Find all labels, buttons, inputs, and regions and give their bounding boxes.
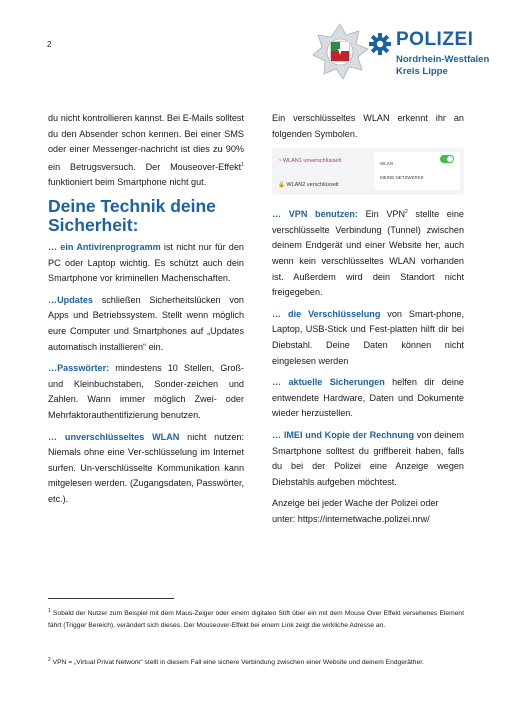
footnote-1: $^1$ Sobald der Nutzer zum Beispiel mit dem Maus-Zeiger oder einem digitalen Stift über ein mit dem Mouse Over Effekt versehenes Element fährt (Trigger Bereich), verändert sich dieses. Der Mouseover-Effekt bei einem Link zeigt die wirkliche Adresse an. <box>48 608 464 630</box>
tip-passwords: …Passwörter: mindestens 10 Stellen, Groß- und Kleinbuchstaben, Sonder-zeichen und Zahlen. Wann immer möglich Zwei- oder Mehrfaktorauthentifizierung benutzen. <box>48 363 244 420</box>
logo-title: POLIZEI <box>396 29 474 50</box>
closing-paragraph: Anzeige bei jeder Wache der Polizei oder unter: https://internetwache.polizei.nrw/ <box>272 498 439 524</box>
section-heading: Deine Technik deine Sicherheit: <box>48 196 216 235</box>
wifi-symbols-image <box>272 148 464 195</box>
wifi-row-encrypted: 🔒 WLAN2 verschlüsselt <box>278 182 339 189</box>
wifi-intro: Ein verschlüsseltes WLAN erkennt ihr an folgenden Symbolen. <box>272 113 464 139</box>
logo-subtitle: Nordrhein-Westfalen <box>396 54 490 65</box>
intro-paragraph: du nicht kontrollieren kannst. Bei E-Mails solltest du den Absender schon kennen. Bei einer SMS oder einer Messenger-nachricht ist dies zu 90% ein Betrugsversuch. Der Mouseover-Effekt$^1$ funktioniert beim Smartphone nicht gut. <box>48 113 244 188</box>
wifi-icon: ◔ <box>278 158 283 165</box>
tip-imei: … IMEI und Kopie der Rechnung von deinem Smartphone solltest du griffbereit haben, falls du bei der Polizei eine Anzeige wegen Diebstahls aufgeben möchtest. <box>272 429 465 487</box>
wifi-row-unencrypted: ◔ WLAN1 unverschlüsselt <box>278 158 342 165</box>
tip-antivirus: … ein Antivirenprogramm ist nicht nur für den PC oder Laptop wichtig. Es schützt auch dein Smartphone vor kriminellen Machenschaften. <box>48 242 244 284</box>
tip-backups: … aktuelle Sicherungen helfen dir deine entwendete Hardware, Daten und Dokumente wieder herzustellen. <box>272 377 464 419</box>
footnote-divider <box>48 598 174 599</box>
tip-wlan: … unverschlüsseltes WLAN nicht nutzen: Niemals ohne eine Ver-schlüsselung im Internet surfen. Un-verschlüsselte Kommunikation kann mitgelesen werden. (Zugangsdaten, Passwörter, etc.). <box>48 431 244 504</box>
police-star-icon <box>309 23 371 81</box>
lock-icon: 🔒 <box>278 182 287 189</box>
police-logo <box>309 23 499 81</box>
tip-vpn: … VPN benutzen: Ein VPN$^2$ stellte eine verschlüsselte Verbindung (Tunnel) zwischen deinem Endgerät und einer Website her, auch wenn kein verschlüsseltes WLAN vorhanden ist. Außerdem wird dein Standort nicht freigegeben. <box>272 209 464 298</box>
left-column <box>48 111 244 514</box>
wifi-toggle <box>440 155 454 163</box>
wifi-settings-panel: WLAN MEINE NETZWERKE <box>374 152 460 190</box>
logo-district: Kreis Lippe <box>396 66 448 77</box>
tip-updates: …Updates schließen Sicherheitslücken von Apps und Betriebssystem. Stellt wenn möglich eure Computer und Smartphones auf „Updates automatisch installieren“ ein. <box>48 294 244 352</box>
right-column <box>272 111 464 534</box>
gear-icon <box>369 33 391 55</box>
page-number: 2 <box>47 40 52 49</box>
tip-encryption: … die Verschlüsselung von Smart-phone, Laptop, USB-Stick und Fest-platten hilft dir bei Diebstahl. Deine Daten können nicht eingelesen werden <box>272 308 464 366</box>
footnote-2: $^2$ VPN = „Virtual Privat Network“ stellt in diesem Fall eine sichere Verbindung zwischen einer Website und deinem Endgeräther. <box>48 657 424 667</box>
